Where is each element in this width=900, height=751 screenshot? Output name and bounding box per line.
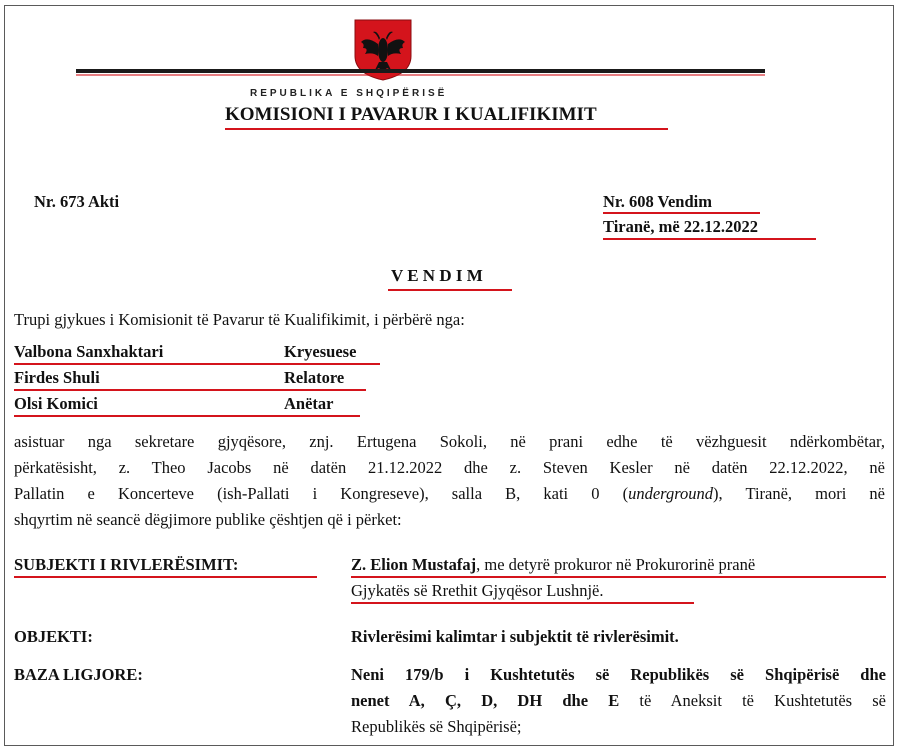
subject-label-underline — [14, 576, 317, 578]
decision-number: Nr. 608 Vendim — [603, 192, 712, 211]
assisted-line: shqyrtim në seancë dëgjimore publike çështjen që i përket: — [14, 510, 402, 529]
assisted-line: Pallatin e Koncerteve (ish-Pallati i Kongreseve), salla B, kati 0 (underground), Tiranë, mori në — [14, 484, 885, 503]
decision-number-underline — [603, 212, 760, 214]
legal-label: BAZA LIGJORE: — [14, 665, 143, 684]
panel-row-underline — [14, 389, 366, 391]
header-rule-accent — [76, 74, 765, 76]
subject-line-underline — [351, 576, 886, 578]
object-text: Rivlerësimi kalimtar i subjektit të rivlerësimit. — [351, 627, 679, 646]
assisted-line: përkatësisht, z. Theo Jacobs në datën 21.12.2022 dhe z. Steven Kesler në datën 22.12.2022, në — [14, 458, 885, 477]
legal-line: Neni 179/b i Kushtetutës së Republikës së Shqipërisë dhe — [351, 665, 886, 684]
panel-member-name: Olsi Komici — [14, 394, 98, 413]
panel-member-role: Relatore — [284, 368, 345, 387]
intro-text: Trupi gjykues i Komisionit të Pavarur të Kualifikimit, i përbërë nga: — [14, 310, 465, 329]
republic-label: REPUBLIKA E SHQIPËRISË — [250, 88, 448, 99]
commission-title: KOMISIONI I PAVARUR I KUALIFIKIMIT — [225, 104, 597, 125]
panel-member-name: Firdes Shuli — [14, 368, 100, 387]
act-number: Nr. 673 Akti — [34, 192, 120, 211]
decision-title-underline — [388, 289, 512, 291]
panel-row-underline — [14, 415, 360, 417]
subject-line-underline — [351, 602, 694, 604]
panel-member-name: Valbona Sanxhaktari — [14, 342, 164, 361]
legal-line: Republikës së Shqipërisë; — [351, 717, 522, 736]
decision-title: V E N D I M — [391, 266, 483, 285]
commission-underline — [225, 128, 668, 130]
panel-member-role: Kryesuese — [284, 342, 357, 361]
panel-member-role: Anëtar — [284, 394, 334, 413]
subject-label: SUBJEKTI I RIVLERËSIMIT: — [14, 555, 239, 574]
assisted-line: asistuar nga sekretare gjyqësore, znj. Ertugena Sokoli, në prani edhe të vëzhguesit ndërkombëtar, — [14, 432, 885, 451]
panel-row-underline — [14, 363, 380, 365]
place-date-underline — [603, 238, 816, 240]
subject-line: Z. Elion Mustafaj, me detyrë prokuror në Prokurorinë pranë — [351, 555, 756, 574]
place-date: Tiranë, më 22.12.2022 — [603, 217, 759, 236]
subject-line: Gjykatës së Rrethit Gjyqësor Lushnjë. — [351, 581, 604, 600]
object-label: OBJEKTI: — [14, 627, 93, 646]
header-rule — [76, 69, 765, 73]
legal-line: nenet A, Ç, D, DH dhe E të Aneksit të Kushtetutës së — [351, 691, 886, 710]
